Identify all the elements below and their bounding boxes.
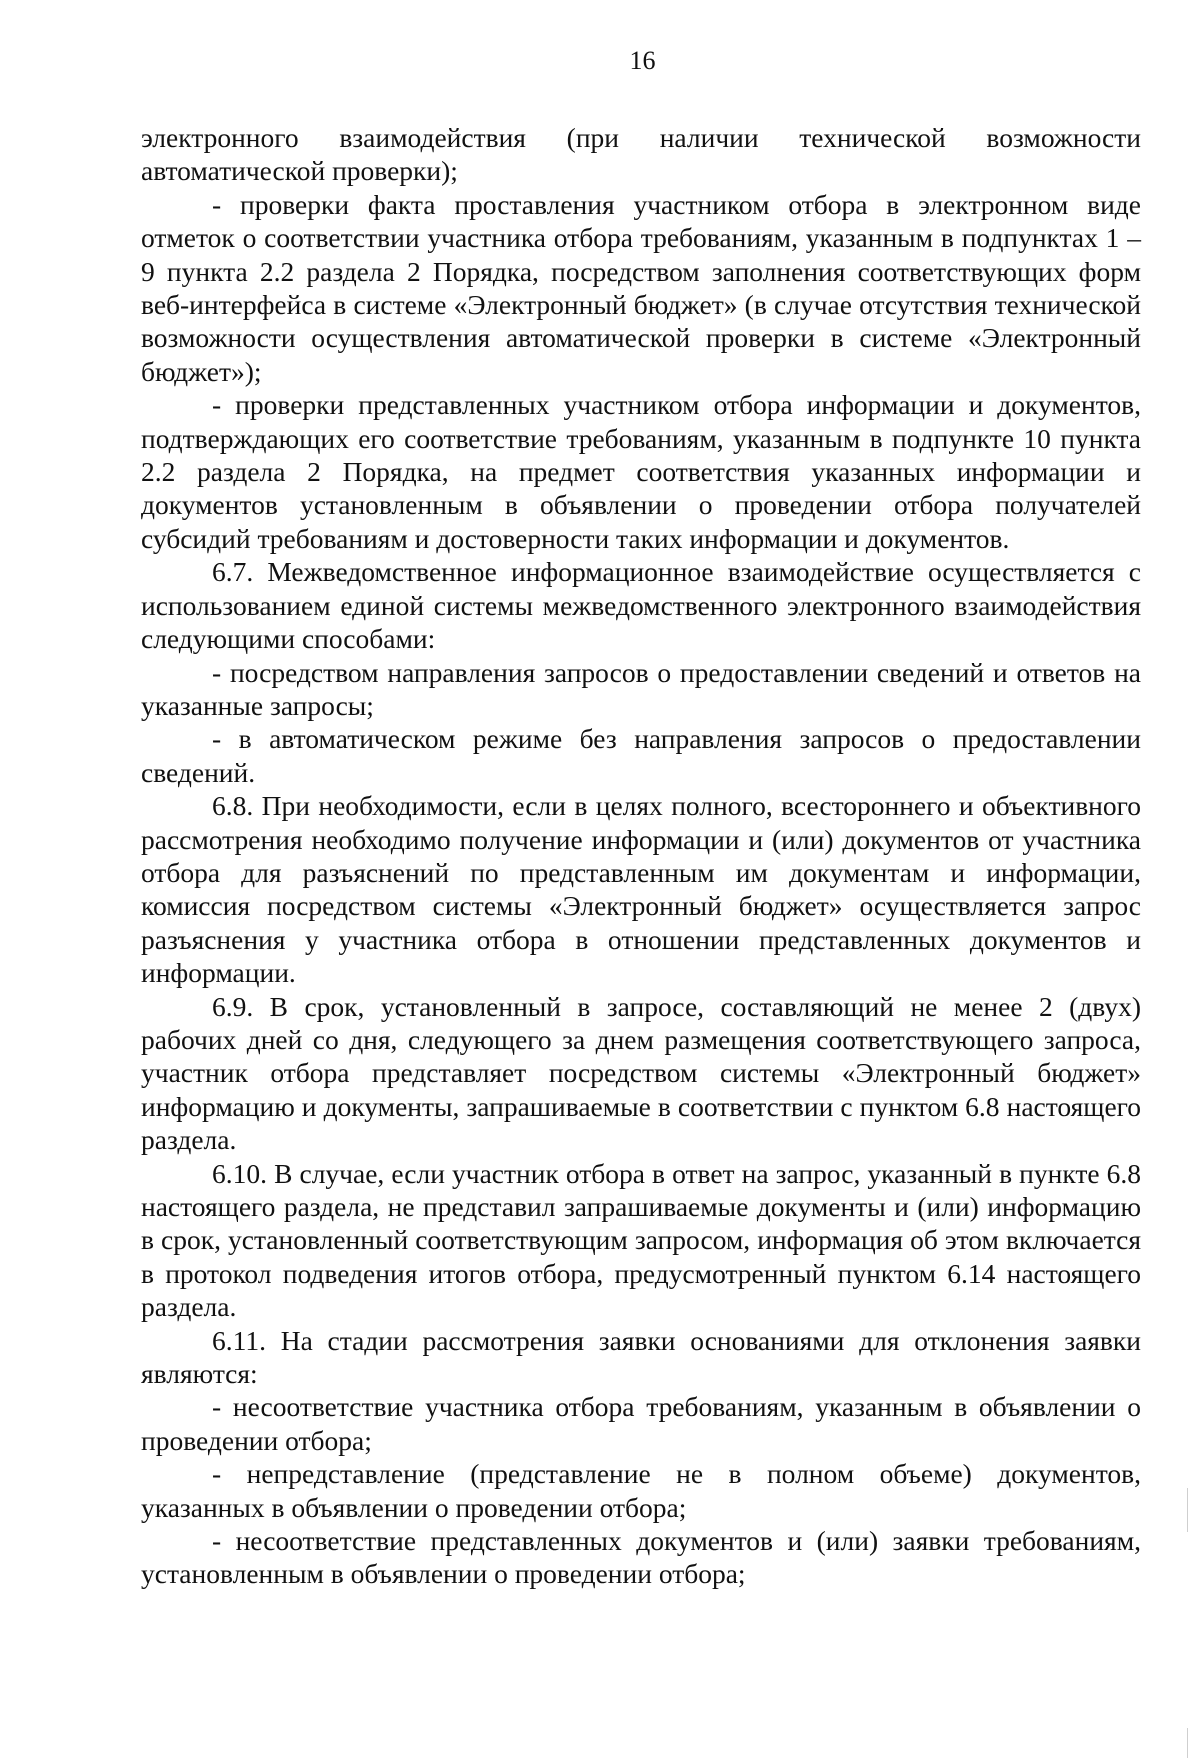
paragraph: 6.11. На стадии рассмотрения заявки основаниями для отклонения заявки являются: [141, 1324, 1141, 1390]
paragraph: - несоответствие представленных документов и (или) заявки требованиям, установленным в объявлении о проведении отбора; [141, 1525, 1141, 1590]
document-body [141, 121, 1141, 1591]
paragraph: 6.10. В случае, если участник отбора в ответ на запрос, указанный в пункте 6.8 настоящего раздела, не представил запрашиваемые документы и (или) информацию в срок, установленный соответствующим запросом, информация об этом включается в протокол подведения итогов отбора, предусмотренный пунктом 6.14 настоящего раздела. [141, 1157, 1141, 1323]
paragraph: 6.9. В срок, установленный в запросе, составляющий не менее 2 (двух) рабочих дней со дня, следующего за днем размещения соответствующего запроса, участник отбора представляет посредством системы «Электронный бюджет» информацию и документы, запрашиваемые в соответствии с пунктом 6.8 настоящего раздела. [141, 990, 1141, 1156]
page-number: 16 [629, 46, 656, 75]
paragraph: - проверки факта проставления участником отбора в электронном виде отметок о соответствии участника отбора требованиям, указанным в подпунктах 1 – 9 пункта 2.2 раздела 2 Порядка, посредством заполнения соответствующих форм веб-интерфейса в системе «Электронный бюджет» (в случае отсутствия технической возможности осуществления автоматической проверки в системе «Электронный бюджет»); [141, 188, 1141, 387]
paragraph: - в автоматическом режиме без направления запросов о предоставлении сведений. [141, 723, 1141, 788]
paragraph: 6.7. Межведомственное информационное взаимодействие осуществляется с использованием единой системы межведомственного электронного взаимодействия следующими способами: [141, 556, 1141, 655]
scan-artifact [1187, 1728, 1188, 1758]
paragraph: - проверки представленных участником отбора информации и документов, подтверждающих его соответствие требованиям, указанным в подпункте 10 пункта 2.2 раздела 2 Порядка, на предмет соответствия указанных информации и документов установленным в объявлении о проведении отбора получателей субсидий требованиям и достоверности таких информации и документов. [141, 389, 1141, 554]
paragraph: - посредством направления запросов о предоставлении сведений и ответов на указанные запросы; [141, 656, 1141, 721]
paragraph: 6.8. При необходимости, если в целях полного, всестороннего и объективного рассмотрения необходимо получение информации и (или) документов от участника отбора для разъяснений по представленным им документам и информации, комиссия посредством системы «Электронный бюджет» осуществляется запрос разъяснения у участника отбора в отношении представленных документов и информации. [141, 790, 1141, 989]
paragraph: электронного взаимодействия (при наличии технической возможности автоматической проверки); [141, 122, 1141, 187]
paragraph: - несоответствие участника отбора требованиям, указанным в объявлении о проведении отбора; [141, 1391, 1141, 1456]
paragraph: - непредставление (представление не в полном объеме) документов, указанных в объявлении о проведении отбора; [141, 1458, 1141, 1523]
scan-artifact [1187, 1488, 1188, 1532]
